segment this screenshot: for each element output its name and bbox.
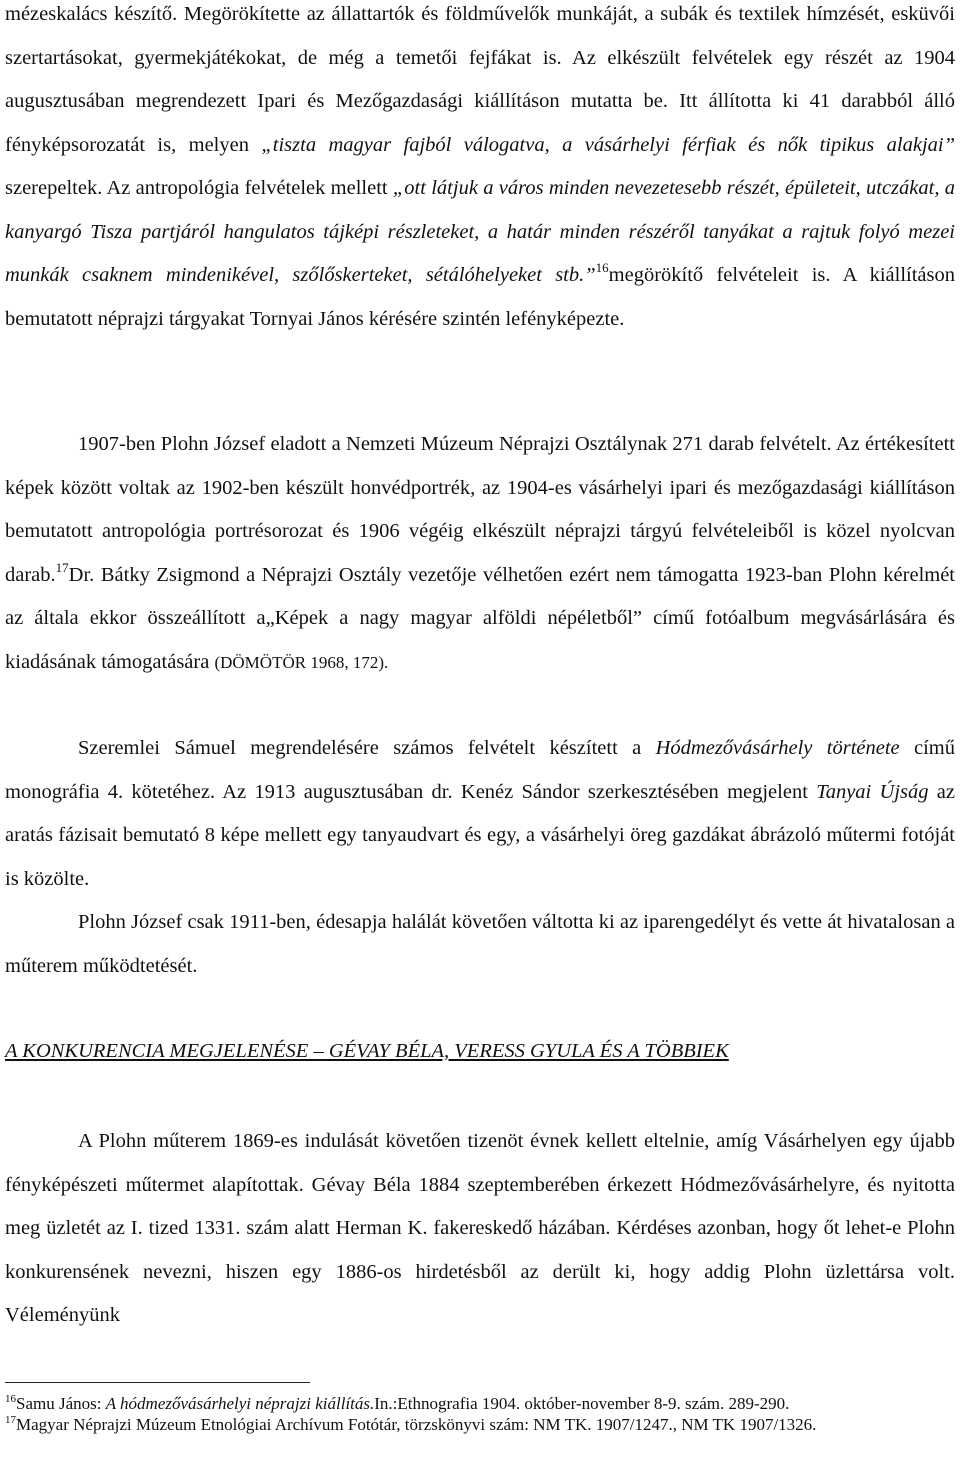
- text-run: megörökítő felvételeit is. A kiállításon bemutatott néprajzi tárgyakat Tornyai János kérésére szintén lefényképezte.: [5, 264, 955, 330]
- text-run: Plohn József csak 1911-ben, édesapja halálát követően váltotta ki az iparengedélyt és vette át hivatalosan a műterem működtetését.: [5, 911, 955, 977]
- quote-anthropology: „tiszta magyar fajból válogatva, a vásárhelyi férfiak és nők tipikus alakjai”: [261, 133, 955, 156]
- footnote-ref-16[interactable]: 16: [595, 260, 609, 275]
- text-run: szerepeltek. Az antropológia felvételek mellett: [5, 177, 393, 199]
- text-run: mézeskalács készítő. Megörökítette az állattartók és földművelők munkáját, a subák és textilek hímzését, esküvői szertartásokat, gyermekjátékokat, de még a temetői fejfákat is. Az elkészült felvételek egy részét az 1904 augusztusában megrendezett Ipari és Mezőgazdasági kiállításon mutatta be. Itt állította ki 41 darabból álló fényképsorozatát is, melyen: [5, 3, 955, 156]
- paragraph-museum-sale: [5, 423, 955, 684]
- text-run: A Plohn műterem 1869-es indulását követően tizenöt évnek kellett eltelnie, amíg Vásárhelyen egy újabb fényképészeti műtermet alapítottak. Gévay Béla 1884 szeptemberében érkezett Hódmezővásárhelyre, és nyitotta meg üzletét az I. tized 1331. szám alatt Herman K. fakereskedő házában. Kérdéses azonban, hogy őt lehet-e Plohn konkurensének nevezni, hiszen egy 1886-os hirdetésből az derült ki, hogy addig Plohn üzlettársa volt. Véleményünk: [5, 1130, 955, 1326]
- footnote-text: Magyar Néprajzi Múzeum Etnológiai Archívum Fotótár, törzskönyvi szám: NM TK. 1907/1247., NM TK 1907/1326.: [16, 1414, 817, 1434]
- footnote-text: In.:Ethnografia 1904. október-november 8-9. szám. 289-290.: [374, 1394, 790, 1413]
- footnotes: [5, 1394, 945, 1435]
- footnote-number: 17: [5, 1413, 16, 1426]
- paragraph-competition: [5, 1120, 955, 1338]
- footnote-separator: [5, 1382, 310, 1383]
- newspaper-title: Tanyai Újság: [816, 780, 929, 803]
- footnote-number: 16: [5, 1393, 16, 1405]
- text-run: 1907-ben Plohn József eladott a Nemzeti Múzeum Néprajzi Osztálynak 271 darab felvételt. Az értékesített képek között voltak az 1902-ben készült honvédportrék, az 1904-es vásárhelyi ipari és mezőgazdasági kiállításon bemutatott antropológia portrésorozat és 1906 végéig elkészült néprajzi tárgyú felvételeiből is közel nyolcvan darab.: [5, 433, 955, 586]
- book-title: Hódmezővásárhely története: [655, 737, 900, 759]
- text-run: az aratás fázisait bemutató 8 képe mellett egy tanyaudvart és egy, a vásárhelyi öreg gazdákat ábrázoló műtermi fotóját is közölte.: [5, 780, 955, 890]
- footnote-17: [5, 1415, 945, 1436]
- citation: (DÖMÖTÖR 1968, 172).: [214, 652, 389, 672]
- footnote-ref-17[interactable]: 17: [55, 559, 69, 575]
- section-heading: A KONKURENCIA MEGJELENÉSE – GÉVAY BÉLA, VERESS GYULA ÉS A TÖBBIEK: [5, 1040, 729, 1062]
- paragraph-license: [5, 901, 955, 988]
- paragraph-monograph: [5, 727, 955, 901]
- text-run: Dr. Bátky Zsigmond a Néprajzi Osztály vezetője vélhetően ezért nem támogatta 1923-ban Plohn kérelmét az általa ekkor összeállított a„Képek a nagy magyar alföldi népéletből” című fotóalbum megvásárlására és kiadásának támogatására: [5, 563, 955, 673]
- footnote-text: Samu János:: [16, 1394, 106, 1413]
- quote-city-views: „ott látjuk a város minden nevezetesebb részét, épületeit, utczákat, a kanyargó Tisza partjáról hangulatos tájképi részleteket, a határ minden részéről tanyákat a rajtuk folyó mezei munkák csaknem mindenikével, szőlőskerteket, sétálóhelyeket stb.”: [5, 177, 955, 286]
- paragraph-exhibition: [5, 0, 955, 341]
- text-run: Szeremlei Sámuel megrendelésére számos felvételt készített a: [78, 737, 656, 759]
- footnote-16: [5, 1394, 945, 1415]
- text-run: című monográfia 4. kötetéhez. Az 1913 augusztusában dr. Kenéz Sándor szerkesztésében megjelent: [5, 737, 956, 803]
- footnote-title: A hódmezővásárhelyi néprajzi kiállítás.: [105, 1394, 375, 1413]
